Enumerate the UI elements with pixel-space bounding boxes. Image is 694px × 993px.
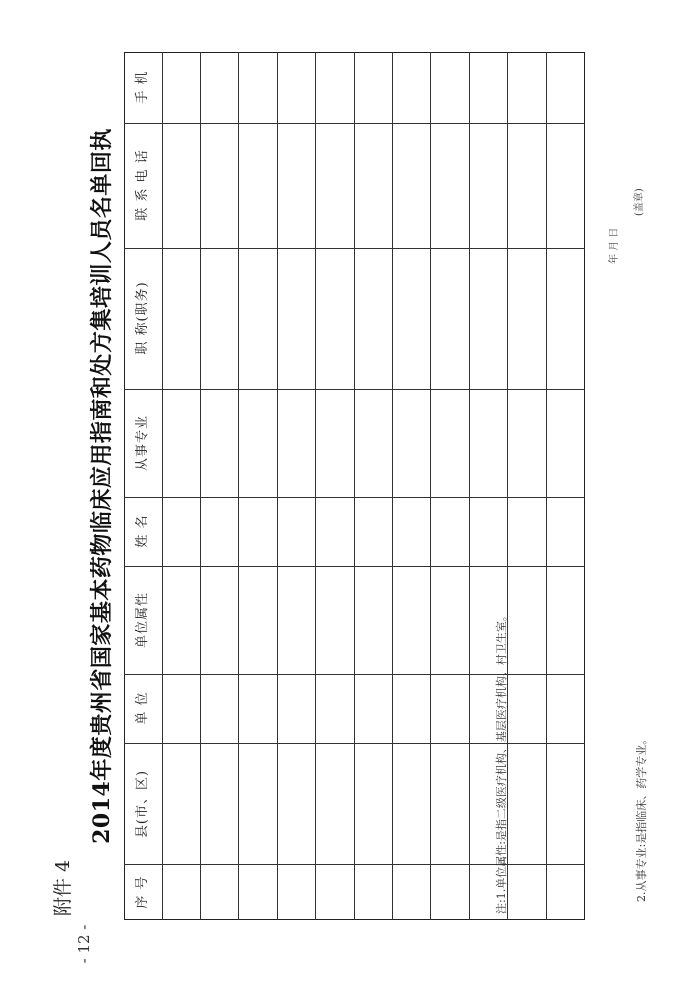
- header-county: 县(市、区): [135, 769, 150, 839]
- column-line: [124, 123, 585, 124]
- row-line: [469, 52, 470, 920]
- row-line: [392, 52, 393, 920]
- header-divider: [162, 52, 163, 920]
- column-line: [124, 389, 585, 390]
- header-phone: 联 系 电 话: [135, 149, 150, 221]
- column-line: [124, 674, 585, 675]
- page-title: 2014年度贵州省国家基本药物临床应用指南和处方集培训人员名单回执: [89, 128, 115, 844]
- row-line: [546, 52, 547, 920]
- page-number: - 12 -: [75, 924, 93, 964]
- note-line-2: 2.从事专业:是指临床、药学专业。: [635, 733, 648, 902]
- header-specialty: 从事专业: [135, 415, 150, 472]
- signature-date: 年 月 日: [609, 227, 620, 264]
- row-line: [277, 52, 278, 920]
- note-line-1: 注:1.单位属性:是指二级医疗机构、基层医疗机构、村卫生室。: [495, 610, 508, 914]
- header-name: 姓 名: [135, 514, 150, 548]
- column-line: [124, 248, 585, 249]
- column-line: [124, 864, 585, 865]
- header-title-position: 职 称(职务): [135, 281, 150, 355]
- row-line: [354, 52, 355, 920]
- column-line: [124, 566, 585, 567]
- row-line: [238, 52, 239, 920]
- column-line: [124, 497, 585, 498]
- row-line: [430, 52, 431, 920]
- row-line: [315, 52, 316, 920]
- header-mobile: 手 机: [135, 70, 150, 104]
- header-seq: 序 号: [135, 875, 150, 909]
- attachment-label: 附件 4: [52, 859, 74, 917]
- signature-stamp: (盖章): [634, 188, 645, 216]
- column-line: [124, 743, 585, 744]
- header-unit: 单 位: [135, 691, 150, 725]
- header-unit-type: 单位属性: [135, 592, 150, 649]
- row-line: [200, 52, 201, 920]
